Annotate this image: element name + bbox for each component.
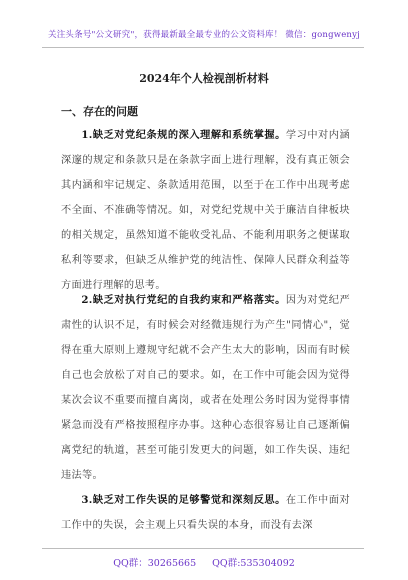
paragraph-3-lead: 3.缺乏对工作失误的足够警觉和深刻反思。 <box>81 494 286 506</box>
footer <box>0 555 408 569</box>
paragraph-1-body: 学习中对内涵深邃的规定和条款只是在条款字面上进行理解，没有真正领会其内涵和牢记规定、条款适用范围，以至于在工作中出现考虑不全面、不准确等情况。如，对党纪党规中关于廉洁自律板块的相关规定，虽然知道不能收受礼品、不能利用职务之便谋取私利等要求，但缺乏从维护党的纯洁性、保障人民群众利益等方面进行理解的思考。 <box>61 130 350 291</box>
section-heading: 一、存在的问题 <box>61 105 138 118</box>
header-banner: 关注头条号"公文研究"，获得最新最全最专业的公文资料库！ 微信：gongwenyj <box>48 30 360 40</box>
document-title: 2024年个人检视剖析材料 <box>139 72 269 85</box>
header-divider <box>42 47 364 48</box>
paragraph-1-lead: 1.缺乏对党纪条规的深入理解和系统掌握。 <box>81 129 286 141</box>
paragraph-3 <box>61 488 350 538</box>
paragraph-2-body: 因为对党纪严肃性的认识不足，有时候会对经微违规行为产生"同情心"，觉得在重大原则上遵规守纪就不会产生太大的影响，因而有时候自己也会放松了对自己的要求。如，在工作中可能会因为觉得某次会议不重要而擅自离岗，或者在处理公务时因为觉得事情紧急而没有严格按照程序办事。这种心态很容易让自己逐渐偏离党纪的轨道，甚至可能引发更大的问题，如工作失误、违纪违法等。 <box>61 295 350 481</box>
footer-divider <box>42 548 364 549</box>
paragraph-1 <box>61 123 350 298</box>
paragraph-2 <box>61 288 350 488</box>
footer-qq-group-2: QQ群:535304092 <box>212 558 295 569</box>
paragraph-3-body: 在工作中面对工作中的失误，会主观上只看失误的本身，而没有去深 <box>61 495 350 531</box>
footer-qq-group-1: QQ群：30265665 <box>113 558 197 569</box>
paragraph-2-lead: 2.缺乏对执行党纪的自我约束和严格落实。 <box>81 294 286 306</box>
